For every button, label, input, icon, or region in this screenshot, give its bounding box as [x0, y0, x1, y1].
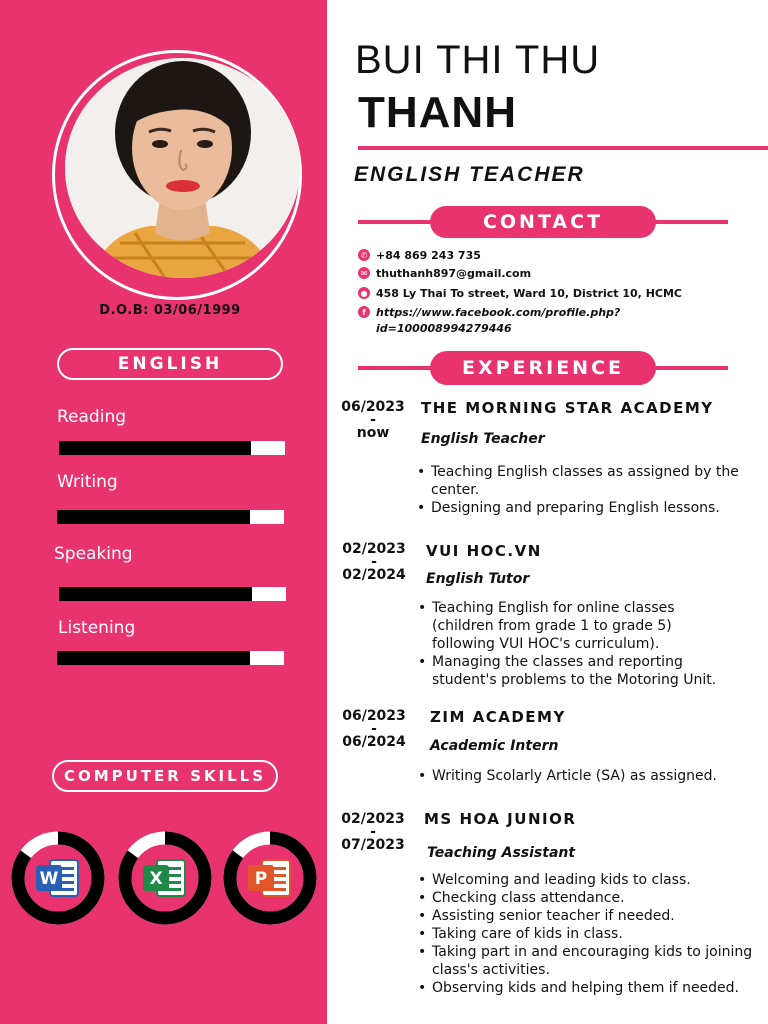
date-end: 02/2024 — [342, 567, 406, 583]
list-item: • Managing the classes and reporting student's problems to the Motoring Unit. — [415, 653, 735, 689]
experience-role: Teaching Assistant — [427, 845, 576, 861]
profile-photo — [65, 58, 300, 278]
word-skill-donut — [10, 830, 106, 926]
date-start: 06/2023 — [341, 399, 405, 415]
list-item: • Taking care of kids in class. — [415, 925, 755, 943]
email-icon: ✉ — [358, 267, 370, 279]
skill-bar-fill — [59, 587, 252, 601]
facebook-icon: f — [358, 306, 370, 318]
powerpoint-icon — [248, 860, 290, 896]
experience-role: English Teacher — [421, 431, 545, 447]
date-end: 07/2023 — [341, 837, 405, 853]
excel-icon — [143, 860, 185, 896]
skill-bar-writing — [57, 510, 284, 524]
word-icon — [36, 860, 78, 896]
date-start: 06/2023 — [342, 708, 406, 724]
experience-bullets — [415, 767, 755, 785]
list-item: • Welcoming and leading kids to class. — [415, 871, 755, 889]
date-end: now — [356, 425, 390, 441]
facebook-link-line1[interactable]: https://www.facebook.com/profile.php? — [376, 306, 621, 319]
contact-email[interactable] — [358, 266, 531, 282]
address-text: 458 Ly Thai To street, Ward 10, District 10, HCMC — [376, 287, 682, 300]
skill-bar-fill — [57, 651, 250, 665]
date-dash: - — [370, 412, 376, 428]
svg-text:X: X — [149, 869, 163, 889]
skill-bar-listening — [57, 651, 284, 665]
skill-bar-reading — [59, 441, 285, 455]
experience-bullets — [414, 463, 754, 517]
list-item: • Designing and preparing English lessons. — [414, 499, 754, 517]
list-item: • Writing Scolarly Article (SA) as assigned. — [415, 767, 755, 785]
date-end: 06/2024 — [342, 734, 406, 750]
experience-date — [333, 813, 413, 852]
powerpoint-skill-donut — [222, 830, 318, 926]
date-dash: - — [371, 721, 377, 737]
date-dash: - — [371, 554, 377, 570]
first-name: BUI THI THU — [355, 38, 601, 82]
computer-skills-heading: COMPUTER SKILLS — [52, 760, 278, 792]
portrait-illustration — [65, 58, 300, 278]
skill-bar-fill — [59, 441, 251, 455]
list-item: • Teaching English classes as assigned by the center. — [414, 463, 754, 499]
experience-company: MS HOA JUNIOR — [424, 810, 577, 828]
experience-role: English Tutor — [426, 571, 530, 587]
list-item: • Observing kids and helping them if needed. — [415, 979, 755, 997]
phone-text: +84 869 243 735 — [376, 249, 481, 262]
name-divider — [358, 146, 768, 150]
svg-text:P: P — [254, 869, 268, 889]
experience-date — [334, 710, 414, 749]
contact-facebook[interactable] — [358, 305, 620, 337]
contact-address — [358, 286, 682, 302]
skill-label-speaking: Speaking — [54, 544, 133, 564]
facebook-link[interactable] — [376, 305, 620, 337]
experience-date — [334, 543, 414, 582]
sidebar — [0, 0, 327, 1024]
email-text[interactable]: thuthanh897@gmail.com — [376, 267, 532, 280]
experience-bullets — [415, 599, 735, 689]
last-name: THANH — [358, 88, 517, 137]
list-item: • Assisting senior teacher if needed. — [415, 907, 755, 925]
list-item: • Teaching English for online classes (children from grade 1 to grade 5) following VUI HOC's curriculum). — [415, 599, 735, 653]
skill-label-reading: Reading — [57, 407, 127, 427]
experience-company: VUI HOC.VN — [426, 542, 542, 560]
contact-heading: CONTACT — [430, 206, 656, 238]
date-dash: - — [370, 824, 376, 840]
experience-date — [333, 401, 413, 440]
experience-bullets — [415, 871, 755, 997]
date-of-birth: D.O.B: 03/06/1999 — [99, 303, 241, 318]
experience-role: Academic Intern — [430, 738, 559, 754]
facebook-link-line2[interactable]: id=100008994279446 — [376, 322, 512, 335]
phone-icon: ✆ — [358, 249, 370, 261]
experience-company: THE MORNING STAR ACADEMY — [421, 399, 714, 417]
skill-label-listening: Listening — [58, 618, 136, 638]
skill-bar-fill — [57, 510, 250, 524]
job-title: ENGLISH TEACHER — [354, 163, 585, 186]
date-start: 02/2023 — [341, 811, 405, 827]
skill-bar-speaking — [59, 587, 286, 601]
skill-label-writing: Writing — [57, 472, 118, 492]
english-heading: ENGLISH — [57, 348, 283, 380]
experience-company: ZIM ACADEMY — [430, 708, 566, 726]
date-start: 02/2023 — [342, 541, 406, 557]
contact-phone — [358, 248, 481, 264]
experience-heading: EXPERIENCE — [430, 351, 656, 385]
excel-skill-donut — [117, 830, 213, 926]
location-icon: ● — [358, 287, 370, 299]
svg-text:W: W — [39, 869, 59, 889]
list-item: • Taking part in and encouraging kids to joining class's activities. — [415, 943, 755, 979]
list-item: • Checking class attendance. — [415, 889, 755, 907]
